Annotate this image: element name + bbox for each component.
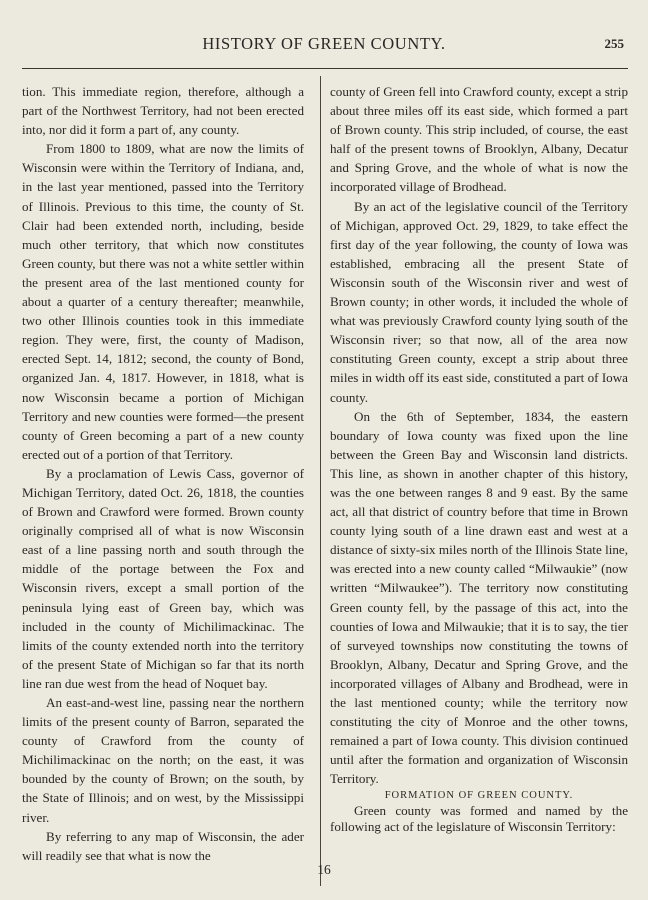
paragraph: county of Green fell into Crawford county, except a strip about three miles off its east side, which formed a part of Brown county. This strip included, of course, the east half of the present towns of Brooklyn, Albany, Decatur and Spring Grove, and the whole of what is now the incorporated village of Brodhead. bbox=[330, 84, 628, 195]
column-divider bbox=[320, 76, 321, 886]
paragraph: On the 6th of September, 1834, the eastern boundary of Iowa county was fixed upon the line between the Green Bay and Wisconsin land districts. This line, as shown in another chapter of this history, was the one between ranges 8 and 9 east. By the same act, all that district of country before that time in Brown county lying south of a line drawn east and west at a distance of sixty-six miles north of the Illinois State line, was erected into a new county called “Milwaukie” (now written “Milwaukee”). The territory now constituting Green county fell, by the passage of this act, into the counties of Iowa and Milwaukie; that it is to say, the tier of surveyed townships now constituting the towns of Brooklyn, Albany, Decatur and Spring Grove, and the incorporated villages of Albany and Brodhead, were in the last mentioned county; while the territory now constituting the city of Monroe and the other towns, remained a part of Iowa county. This division continued until after the formation and organization of Wisconsin Territory. bbox=[330, 408, 628, 787]
paragraph: By an act of the legislative council of the Territory of Michigan, approved Oct. 29, 1829, to take effect the first day of the year following, the county of Iowa was established, embracing all the present State of Wisconsin south of the Wisconsin river and west of Brown county; in other words, it included the whole of what was previously Crawford county lying south of the Wisconsin river; so that now, all of the area now constituting Green county, except a strip about three miles in width off its east side, constituted a part of Iowa county. bbox=[330, 198, 628, 405]
running-header bbox=[0, 34, 648, 56]
section-heading: FORMATION OF GREEN COUNTY. bbox=[384, 790, 574, 802]
paragraph: From 1800 to 1809, what are now the limits of Wisconsin were within the Territory of Indiana, and, in the last year mentioned, passed into the Territory of Illinois. Previous to this time, the county of St. Clair had been extended north, including, beside much other territory, that which now constitutes Green county, but there was not a white settler within the present area of the last mentioned county for about a quarter of a century thereafter; meanwhile, two other Illinois counties took in this immediate region. They were, first, the county of Madison, erected Sept. 14, 1812; second, the county of Bond, organized Jan. 4, 1817. However, in 1818, what is now Wisconsin became a portion of Michigan Territory and new counties were formed—the present county of Green becoming a part of a new county erected out of a portion of that Territory. bbox=[22, 141, 304, 462]
left-column bbox=[22, 82, 304, 865]
paragraph: By a proclamation of Lewis Cass, governor of Michigan Territory, dated Oct. 26, 1818, the counties of Brown and Crawford were formed. Brown county originally comprised all of what is now Wisconsin east of a line passing north and south through the middle of the portage between the Fox and Wisconsin rivers, except a small portion of the peninsula lying east of Green bay, which was included in the county of Michilimackinac. The limits of the county extended north into the territory of the present State of Michigan so far that its north line ran due west from the head of Noquet bay. bbox=[22, 465, 304, 691]
paragraph: tion. This immediate region, therefore, although a part of the Northwest Territory, had not been erected into, nor did it form a part of, any county. bbox=[22, 84, 304, 138]
paragraph: By referring to any map of Wisconsin, the ader will readily see that what is now the bbox=[22, 828, 304, 863]
sheet-number: 16 bbox=[317, 862, 331, 877]
running-title: HISTORY OF GREEN COUNTY. bbox=[202, 34, 446, 53]
paragraph: An east-and-west line, passing near the northern limits of the present county of Barron, separated the county of Crawford from the county of Michilimackinac on the north; on the east, it was bounded by the county of Brown; on the south, by the State of Illinois; and on west, by the Mississippi river. bbox=[22, 695, 304, 825]
page-number: 255 bbox=[604, 36, 624, 51]
right-column bbox=[330, 82, 628, 835]
header-rule bbox=[22, 68, 628, 69]
paragraph: Green county was formed and named by the following act of the legislature of Wisconsin Territory: bbox=[330, 803, 628, 835]
